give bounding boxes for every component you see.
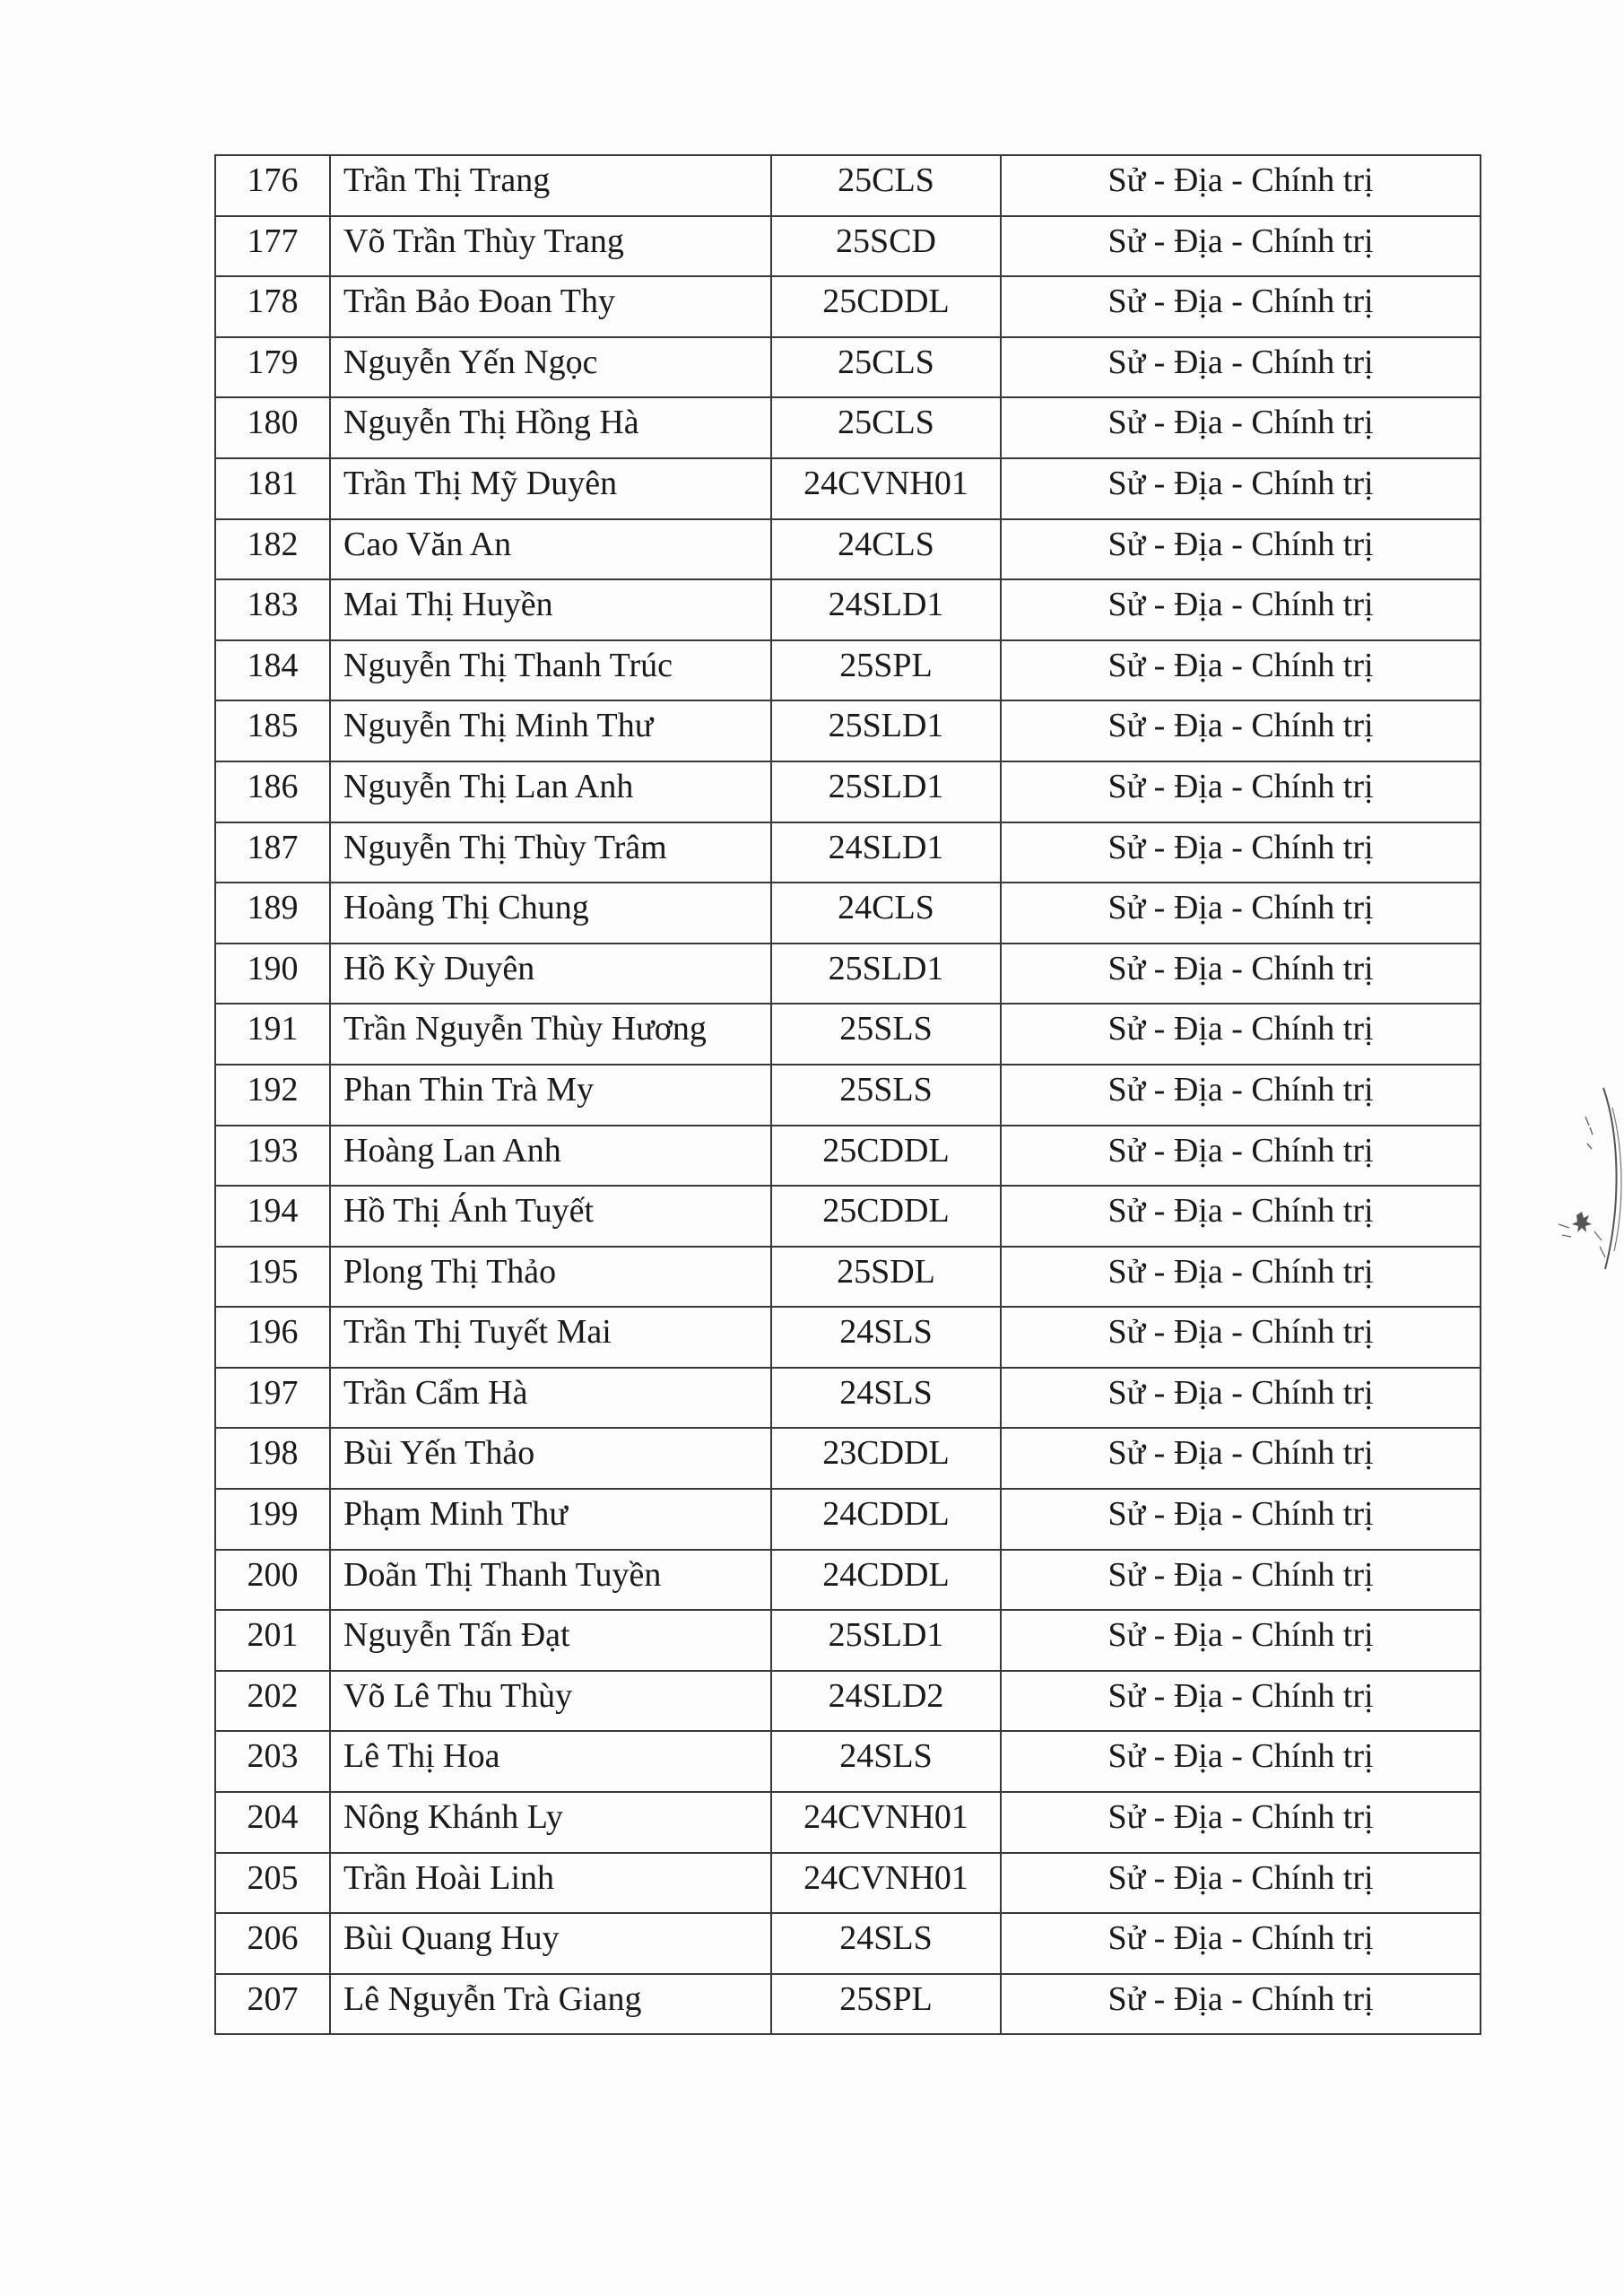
class-code-cell (771, 1974, 1001, 2035)
major-cell-text: Sử - Địa - Chính trị (1107, 343, 1374, 381)
student-name-cell-text: Nguyễn Thị Thùy Trâm (343, 828, 667, 866)
table-row (215, 1428, 1481, 1489)
row-number-cell (215, 1004, 330, 1065)
class-code-cell-text: 25SCD (836, 222, 936, 260)
table-row (215, 1913, 1481, 1974)
major-cell (1001, 1307, 1481, 1368)
major-cell (1001, 1428, 1481, 1489)
major-cell (1001, 155, 1481, 216)
major-cell (1001, 1004, 1481, 1065)
row-number-cell (215, 640, 330, 701)
class-code-cell (771, 1610, 1001, 1671)
class-code-cell-text: 24SLS (839, 1919, 933, 1958)
row-number-cell (215, 1065, 330, 1126)
class-code-cell-text: 25SLD1 (828, 949, 944, 987)
student-name-cell (330, 1428, 771, 1489)
row-number-cell-text: 207 (247, 1979, 299, 2018)
row-number-cell-text: 180 (247, 404, 299, 442)
major-cell-text: Sử - Địa - Chính trị (1107, 1676, 1374, 1715)
row-number-cell-text: 199 (247, 1495, 299, 1534)
student-name-cell (330, 1853, 771, 1914)
major-cell-text: Sử - Địa - Chính trị (1107, 1252, 1374, 1291)
major-cell (1001, 1731, 1481, 1792)
table-row (215, 1671, 1481, 1732)
major-cell (1001, 640, 1481, 701)
student-name-cell (330, 1307, 771, 1368)
row-number-cell-text: 177 (247, 222, 299, 260)
class-code-cell (771, 1489, 1001, 1550)
major-cell-text: Sử - Địa - Chính trị (1107, 707, 1374, 745)
row-number-cell (215, 579, 330, 640)
class-code-cell-text: 24SLS (839, 1313, 933, 1352)
major-cell (1001, 1792, 1481, 1853)
class-code-cell-text: 24CVNH01 (803, 1798, 968, 1837)
row-number-cell (215, 519, 330, 580)
class-code-cell-text: 25CDDL (822, 283, 950, 321)
table-row (215, 1550, 1481, 1611)
student-name-cell (330, 216, 771, 277)
major-cell (1001, 519, 1481, 580)
row-number-cell-text: 179 (247, 343, 299, 381)
student-name-cell-text: Trần Thị Trang (343, 161, 551, 199)
table-row (215, 337, 1481, 398)
major-cell (1001, 1610, 1481, 1671)
row-number-cell-text: 201 (247, 1616, 299, 1655)
row-number-cell (215, 1307, 330, 1368)
row-number-cell-text: 176 (247, 161, 299, 199)
row-number-cell (215, 1731, 330, 1792)
row-number-cell (215, 761, 330, 822)
row-number-cell-text: 184 (247, 646, 299, 684)
class-code-cell-text: 24CDDL (822, 1555, 950, 1594)
table-row (215, 944, 1481, 1004)
student-name-cell-text: Nguyễn Thị Hồng Hà (343, 404, 639, 442)
class-code-cell-text: 24CLS (838, 525, 934, 563)
student-name-cell-text: Phạm Minh Thư (343, 1495, 569, 1534)
table-row (215, 1610, 1481, 1671)
class-code-cell (771, 1247, 1001, 1308)
major-cell-text: Sử - Địa - Chính trị (1107, 889, 1374, 927)
class-code-cell-text: 25SLS (839, 1010, 933, 1048)
class-code-cell (771, 1792, 1001, 1853)
table-row (215, 1186, 1481, 1247)
table-row (215, 640, 1481, 701)
class-code-cell-text: 24SLD1 (828, 586, 944, 624)
row-number-cell (215, 1489, 330, 1550)
row-number-cell-text: 186 (247, 767, 299, 805)
major-cell-text: Sử - Địa - Chính trị (1107, 1555, 1374, 1594)
class-code-cell (771, 337, 1001, 398)
row-number-cell (215, 1671, 330, 1732)
row-number-cell (215, 397, 330, 458)
class-code-cell-text: 24SLS (839, 1737, 933, 1776)
major-cell-text: Sử - Địa - Chính trị (1107, 1858, 1374, 1897)
student-name-cell-text: Nguyễn Thị Minh Thư (343, 707, 654, 745)
student-name-cell (330, 1550, 771, 1611)
table-row (215, 761, 1481, 822)
student-name-cell (330, 1792, 771, 1853)
student-name-cell-text: Nguyễn Thị Lan Anh (343, 767, 634, 805)
major-cell-text: Sử - Địa - Chính trị (1107, 161, 1374, 199)
major-cell (1001, 458, 1481, 519)
table-row (215, 519, 1481, 580)
student-name-cell-text: Nguyễn Tấn Đạt (343, 1616, 570, 1655)
student-name-cell (330, 1368, 771, 1429)
class-code-cell (771, 1671, 1001, 1732)
class-code-cell (771, 700, 1001, 761)
row-number-cell (215, 1126, 330, 1187)
class-code-cell-text: 24CVNH01 (803, 464, 968, 502)
table-row (215, 822, 1481, 883)
class-code-cell-text: 24SLS (839, 1373, 933, 1412)
row-number-cell (215, 1550, 330, 1611)
major-cell-text: Sử - Địa - Chính trị (1107, 1070, 1374, 1109)
major-cell-text: Sử - Địa - Chính trị (1107, 1192, 1374, 1231)
major-cell-text: Sử - Địa - Chính trị (1107, 646, 1374, 684)
table-row (215, 1307, 1481, 1368)
row-number-cell (215, 276, 330, 337)
row-number-cell-text: 205 (247, 1858, 299, 1897)
major-cell-text: Sử - Địa - Chính trị (1107, 1313, 1374, 1352)
row-number-cell-text: 182 (247, 525, 299, 563)
student-name-cell-text: Võ Trần Thùy Trang (343, 222, 624, 260)
class-code-cell-text: 25CLS (838, 161, 934, 199)
student-name-cell (330, 1671, 771, 1732)
major-cell (1001, 944, 1481, 1004)
table-row (215, 397, 1481, 458)
row-number-cell-text: 192 (247, 1070, 299, 1109)
student-name-cell-text: Bùi Yến Thảo (343, 1434, 535, 1473)
student-name-cell-text: Trần Nguyễn Thùy Hương (343, 1010, 707, 1048)
class-code-cell (771, 1368, 1001, 1429)
major-cell-text: Sử - Địa - Chính trị (1107, 464, 1374, 502)
class-code-cell-text: 24CLS (838, 889, 934, 927)
major-cell (1001, 1550, 1481, 1611)
row-number-cell-text: 203 (247, 1737, 299, 1776)
table-row (215, 155, 1481, 216)
student-name-cell-text: Trần Hoài Linh (343, 1858, 555, 1897)
student-name-cell-text: Lê Thị Hoa (343, 1737, 500, 1776)
row-number-cell (215, 458, 330, 519)
major-cell (1001, 700, 1481, 761)
class-code-cell (771, 1853, 1001, 1914)
class-code-cell (771, 1307, 1001, 1368)
student-name-cell (330, 700, 771, 761)
student-name-cell (330, 397, 771, 458)
student-name-cell-text: Phan Thin Trà My (343, 1070, 595, 1109)
row-number-cell-text: 181 (247, 464, 299, 502)
class-code-cell (771, 944, 1001, 1004)
class-code-cell-text: 24CDDL (822, 1495, 950, 1534)
table-row (215, 1853, 1481, 1914)
major-cell (1001, 1853, 1481, 1914)
major-cell-text: Sử - Địa - Chính trị (1107, 1616, 1374, 1655)
student-name-cell (330, 1247, 771, 1308)
major-cell-text: Sử - Địa - Chính trị (1107, 1737, 1374, 1776)
class-code-cell (771, 1186, 1001, 1247)
student-name-cell (330, 1913, 771, 1974)
class-code-cell-text: 23CDDL (822, 1434, 950, 1473)
table-row (215, 216, 1481, 277)
student-name-cell-text: Trần Thị Mỹ Duyên (343, 464, 618, 502)
row-number-cell (215, 216, 330, 277)
student-name-cell-text: Cao Văn An (343, 525, 512, 563)
major-cell (1001, 883, 1481, 944)
row-number-cell (215, 155, 330, 216)
class-code-cell-text: 25SDL (837, 1252, 935, 1291)
class-code-cell (771, 579, 1001, 640)
class-code-cell-text: 24CVNH01 (803, 1858, 968, 1897)
class-code-cell (771, 822, 1001, 883)
major-cell (1001, 1368, 1481, 1429)
student-name-cell (330, 155, 771, 216)
student-name-cell (330, 1065, 771, 1126)
class-code-cell (771, 640, 1001, 701)
student-name-cell-text: Hoàng Lan Anh (343, 1131, 561, 1170)
row-number-cell (215, 700, 330, 761)
student-name-cell-text: Trần Bảo Đoan Thy (343, 283, 615, 321)
class-code-cell (771, 1428, 1001, 1489)
major-cell-text: Sử - Địa - Chính trị (1107, 1798, 1374, 1837)
class-code-cell (771, 155, 1001, 216)
row-number-cell-text: 190 (247, 949, 299, 987)
major-cell (1001, 1974, 1481, 2035)
row-number-cell-text: 206 (247, 1919, 299, 1958)
row-number-cell (215, 944, 330, 1004)
table-row (215, 1004, 1481, 1065)
major-cell-text: Sử - Địa - Chính trị (1107, 1373, 1374, 1412)
class-code-cell (771, 458, 1001, 519)
student-name-cell-text: Hồ Thị Ánh Tuyết (343, 1192, 595, 1231)
major-cell-text: Sử - Địa - Chính trị (1107, 404, 1374, 442)
class-code-cell (771, 1550, 1001, 1611)
student-name-cell (330, 1731, 771, 1792)
row-number-cell-text: 204 (247, 1798, 299, 1837)
major-cell (1001, 1913, 1481, 1974)
student-name-cell (330, 640, 771, 701)
student-name-cell (330, 1004, 771, 1065)
major-cell-text: Sử - Địa - Chính trị (1107, 1979, 1374, 2018)
class-code-cell (771, 1065, 1001, 1126)
row-number-cell (215, 1247, 330, 1308)
student-name-cell (330, 822, 771, 883)
official-seal-fragment-icon (1550, 1081, 1624, 1278)
class-code-cell-text: 25SLD1 (828, 767, 944, 805)
student-name-cell (330, 276, 771, 337)
row-number-cell-text: 191 (247, 1010, 299, 1048)
student-name-cell (330, 1610, 771, 1671)
class-code-cell (771, 216, 1001, 277)
student-table-body (215, 155, 1481, 2034)
class-code-cell (771, 1731, 1001, 1792)
class-code-cell-text: 25CDDL (822, 1192, 950, 1231)
student-name-cell (330, 1186, 771, 1247)
row-number-cell (215, 1186, 330, 1247)
student-name-cell-text: Plong Thị Thảo (343, 1252, 557, 1291)
table-row (215, 276, 1481, 337)
student-name-cell (330, 944, 771, 1004)
major-cell-text: Sử - Địa - Chính trị (1107, 525, 1374, 563)
major-cell (1001, 1247, 1481, 1308)
table-row (215, 700, 1481, 761)
student-name-cell-text: Nguyễn Thị Thanh Trúc (343, 646, 673, 684)
row-number-cell-text: 185 (247, 707, 299, 745)
class-code-cell (771, 276, 1001, 337)
student-name-cell (330, 579, 771, 640)
row-number-cell (215, 1792, 330, 1853)
class-code-cell (771, 519, 1001, 580)
student-name-cell-text: Hồ Kỳ Duyên (343, 949, 535, 987)
major-cell-text: Sử - Địa - Chính trị (1107, 283, 1374, 321)
student-name-cell-text: Lê Nguyễn Trà Giang (343, 1979, 642, 2018)
row-number-cell-text: 195 (247, 1252, 299, 1291)
row-number-cell-text: 194 (247, 1192, 299, 1231)
class-code-cell (771, 761, 1001, 822)
major-cell (1001, 1065, 1481, 1126)
major-cell-text: Sử - Địa - Chính trị (1107, 1131, 1374, 1170)
table-row (215, 1247, 1481, 1308)
class-code-cell-text: 25SLD1 (828, 1616, 944, 1655)
row-number-cell-text: 189 (247, 889, 299, 927)
row-number-cell (215, 337, 330, 398)
student-name-cell (330, 1974, 771, 2035)
table-row (215, 1731, 1481, 1792)
student-name-cell-text: Võ Lê Thu Thùy (343, 1676, 573, 1715)
table-row (215, 883, 1481, 944)
major-cell (1001, 216, 1481, 277)
class-code-cell-text: 25CLS (838, 343, 934, 381)
row-number-cell (215, 1368, 330, 1429)
row-number-cell (215, 1974, 330, 2035)
major-cell (1001, 397, 1481, 458)
row-number-cell-text: 183 (247, 586, 299, 624)
major-cell-text: Sử - Địa - Chính trị (1107, 949, 1374, 987)
table-row (215, 1974, 1481, 2035)
row-number-cell (215, 1428, 330, 1489)
row-number-cell-text: 198 (247, 1434, 299, 1473)
row-number-cell-text: 187 (247, 828, 299, 866)
major-cell (1001, 1671, 1481, 1732)
major-cell-text: Sử - Địa - Chính trị (1107, 222, 1374, 260)
class-code-cell (771, 397, 1001, 458)
student-table (214, 154, 1481, 2035)
table-row (215, 1489, 1481, 1550)
student-name-cell-text: Mai Thị Huyền (343, 586, 553, 624)
major-cell (1001, 822, 1481, 883)
row-number-cell-text: 193 (247, 1131, 299, 1170)
student-name-cell (330, 761, 771, 822)
student-name-cell-text: Trần Cẩm Hà (343, 1373, 528, 1412)
student-name-cell (330, 1126, 771, 1187)
major-cell-text: Sử - Địa - Chính trị (1107, 1010, 1374, 1048)
class-code-cell (771, 883, 1001, 944)
student-name-cell-text: Nông Khánh Ly (343, 1798, 563, 1837)
class-code-cell-text: 25SPL (839, 646, 933, 684)
major-cell-text: Sử - Địa - Chính trị (1107, 1434, 1374, 1473)
table-row (215, 458, 1481, 519)
class-code-cell (771, 1913, 1001, 1974)
table-row (215, 579, 1481, 640)
student-name-cell-text: Trần Thị Tuyết Mai (343, 1313, 612, 1352)
table-row (215, 1126, 1481, 1187)
class-code-cell-text: 25CDDL (822, 1131, 950, 1170)
student-name-cell-text: Doãn Thị Thanh Tuyền (343, 1555, 662, 1594)
major-cell (1001, 761, 1481, 822)
row-number-cell (215, 1610, 330, 1671)
major-cell (1001, 1126, 1481, 1187)
table-row (215, 1065, 1481, 1126)
row-number-cell-text: 197 (247, 1373, 299, 1412)
major-cell-text: Sử - Địa - Chính trị (1107, 1495, 1374, 1534)
major-cell (1001, 579, 1481, 640)
student-name-cell (330, 1489, 771, 1550)
student-name-cell-text: Bùi Quang Huy (343, 1919, 560, 1958)
major-cell (1001, 276, 1481, 337)
class-code-cell-text: 25SLD1 (828, 707, 944, 745)
student-name-cell (330, 337, 771, 398)
table-row (215, 1368, 1481, 1429)
row-number-cell (215, 822, 330, 883)
major-cell-text: Sử - Địa - Chính trị (1107, 828, 1374, 866)
student-name-cell-text: Hoàng Thị Chung (343, 889, 589, 927)
row-number-cell (215, 883, 330, 944)
student-name-cell-text: Nguyễn Yến Ngọc (343, 343, 598, 381)
table-row (215, 1792, 1481, 1853)
major-cell-text: Sử - Địa - Chính trị (1107, 1919, 1374, 1958)
student-name-cell (330, 519, 771, 580)
major-cell (1001, 1489, 1481, 1550)
row-number-cell (215, 1853, 330, 1914)
row-number-cell-text: 196 (247, 1313, 299, 1352)
class-code-cell-text: 24SLD2 (828, 1676, 944, 1715)
major-cell-text: Sử - Địa - Chính trị (1107, 767, 1374, 805)
class-code-cell (771, 1126, 1001, 1187)
student-name-cell (330, 883, 771, 944)
class-code-cell-text: 25CLS (838, 404, 934, 442)
major-cell-text: Sử - Địa - Chính trị (1107, 586, 1374, 624)
major-cell (1001, 337, 1481, 398)
class-code-cell (771, 1004, 1001, 1065)
row-number-cell-text: 178 (247, 283, 299, 321)
row-number-cell-text: 202 (247, 1676, 299, 1715)
row-number-cell (215, 1913, 330, 1974)
class-code-cell-text: 24SLD1 (828, 828, 944, 866)
class-code-cell-text: 25SLS (839, 1070, 933, 1109)
row-number-cell-text: 200 (247, 1555, 299, 1594)
student-name-cell (330, 458, 771, 519)
class-code-cell-text: 25SPL (839, 1979, 933, 2018)
major-cell (1001, 1186, 1481, 1247)
